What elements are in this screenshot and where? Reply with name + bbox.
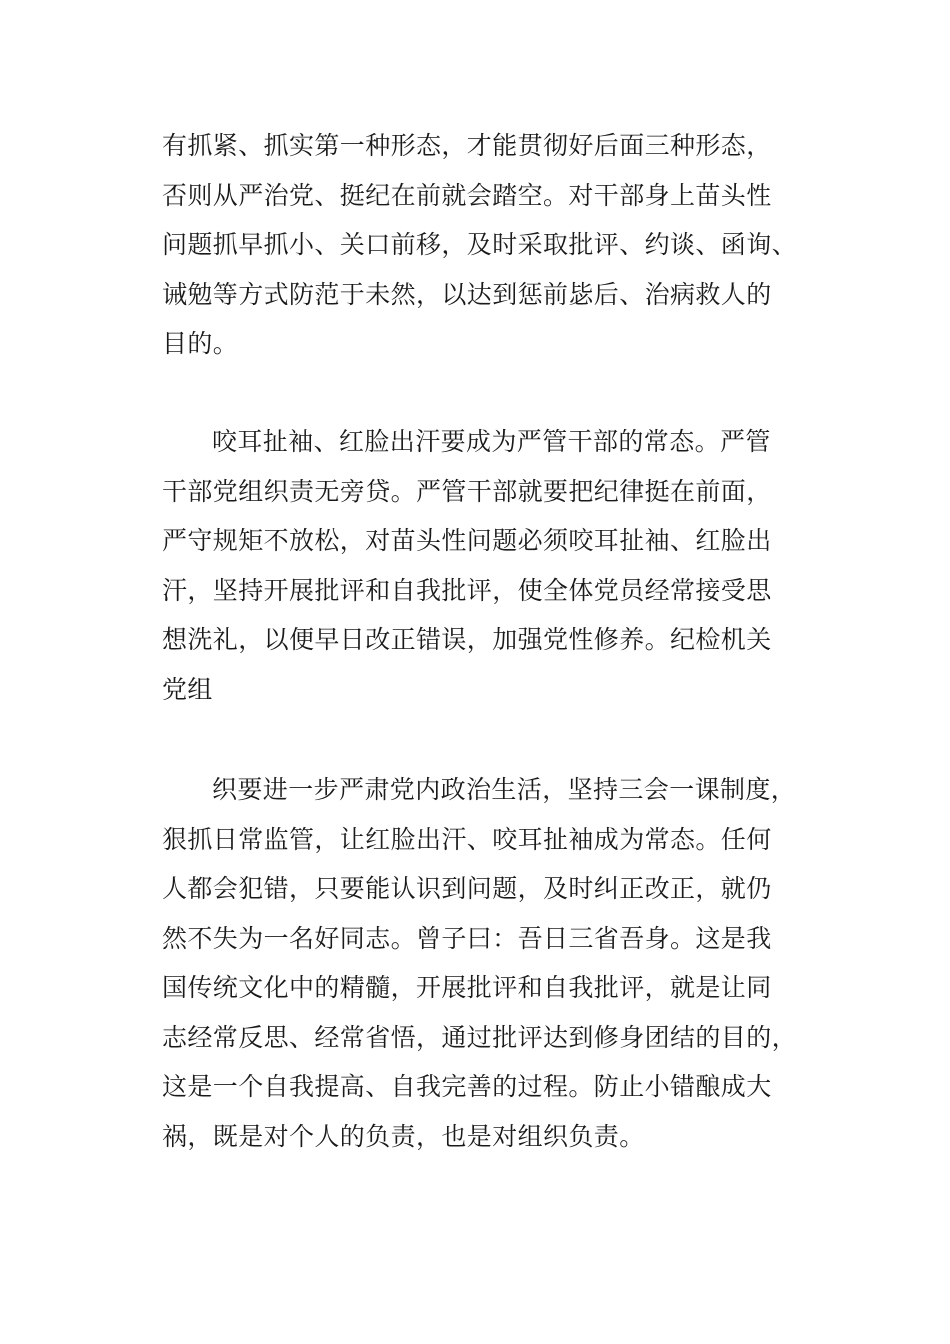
text-line: 汗，坚持开展批评和自我批评，使全体党员经常接受思 xyxy=(162,575,772,605)
text-line: 有抓紧、抓实第一种形态，才能贯彻好后面三种形态， xyxy=(162,131,772,160)
text-line: 志经常反思、经常省悟，通过批评达到修身团结的目的， xyxy=(162,1022,798,1052)
text-line: 目的。 xyxy=(162,329,239,358)
text-line: 狠抓日常监管，让红脸出汗、咬耳扯袖成为常态。任何 xyxy=(162,824,772,854)
text-line: 想洗礼，以便早日改正错误，加强党性修养。纪检机关 xyxy=(162,625,772,654)
paragraph-1 xyxy=(162,121,822,369)
text-line: 严守规矩不放松，对苗头性问题必须咬耳扯袖、红脸出 xyxy=(162,526,772,555)
paragraph-3 xyxy=(162,765,822,1161)
text-line: 然不失为一名好同志。曾子曰：吾日三省吾身。这是我 xyxy=(162,923,772,953)
text-line: 干部党组织责无旁贷。严管干部就要把纪律挺在前面， xyxy=(162,476,772,506)
text-line: 咬耳扯袖、红脸出汗要成为严管干部的常态。严管 xyxy=(212,427,771,456)
text-line: 这是一个自我提高、自我完善的过程。防止小错酿成大 xyxy=(162,1072,772,1101)
text-line: 党组 xyxy=(162,674,213,704)
text-line: 织要进一步严肃党内政治生活，坚持三会一课制度， xyxy=(212,775,797,804)
text-line: 祸，既是对个人的负责，也是对组织负责。 xyxy=(162,1121,645,1151)
text-line: 国传统文化中的精髓，开展批评和自我批评，就是让同 xyxy=(162,973,772,1002)
text-line: 否则从严治党、挺纪在前就会踏空。对干部身上苗头性 xyxy=(162,180,772,210)
text-line: 人都会犯错，只要能认识到问题，及时纠正改正，就仍 xyxy=(162,874,772,903)
text-line: 问题抓早抓小、关口前移，及时采取批评、约谈、函询、 xyxy=(162,230,798,259)
paragraph-2 xyxy=(162,417,822,714)
text-line: 诫勉等方式防范于未然，以达到惩前毖后、治病救人的 xyxy=(162,279,772,309)
